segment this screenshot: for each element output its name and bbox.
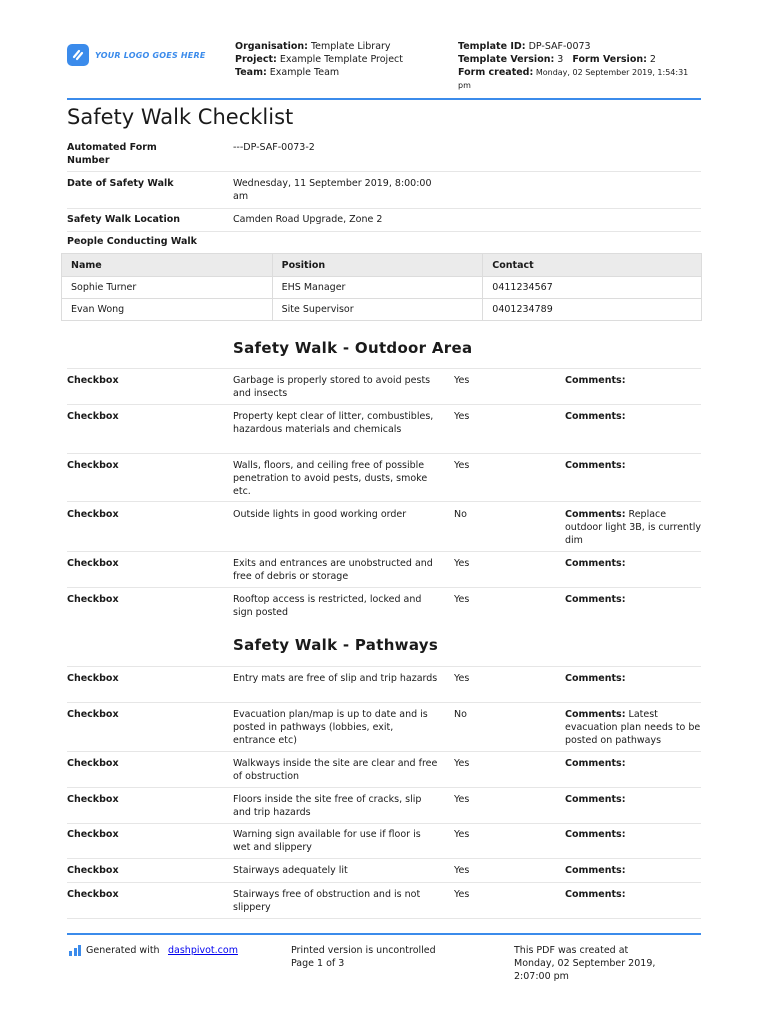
logo-text: YOUR LOGO GOES HERE — [95, 50, 206, 60]
checklist-item-text: Stairways adequately lit — [233, 865, 348, 876]
checkbox-label: Checkbox — [67, 411, 119, 422]
people-table — [61, 253, 702, 321]
people-label: People Conducting Walk — [67, 236, 197, 247]
checkbox-label: Checkbox — [67, 865, 119, 876]
checklist-answer: Yes — [454, 594, 470, 605]
checklist-item-text: Stairways free of obstruction and is not slippery — [233, 889, 421, 913]
pdf-created-line: 2:07:00 pm — [514, 971, 569, 982]
page-title: Safety Walk Checklist — [67, 105, 294, 129]
checklist-comment: Comments: — [565, 673, 626, 684]
checklist-answer: Yes — [454, 558, 470, 569]
checkbox-label: Checkbox — [67, 829, 119, 840]
document-header — [67, 40, 701, 98]
field-row-form-number — [67, 141, 701, 172]
table-cell: 0401234789 — [483, 299, 702, 321]
table-cell: 0411234567 — [483, 277, 702, 299]
checklist-item-text: Rooftop access is restricted, locked and sign posted — [233, 594, 422, 618]
table-cell: EHS Manager — [272, 277, 483, 299]
checklist-comment: Comments: — [565, 460, 626, 471]
form-created-value: Monday, 02 September 2019, 1:54:31 — [533, 68, 689, 77]
header-meta-template: Template ID: DP-SAF-0073 Template Version: 3 Form Version: 2 Form created: Monday, 02 September 2019, 1:54:31 pm — [458, 40, 708, 92]
form-version-value: 2 — [646, 54, 656, 65]
table-cell: Sophie Turner — [62, 277, 273, 299]
template-version-value: 3 — [554, 54, 564, 65]
header-meta-organisation: Organisation: Template Library Project: Example Template Project Team: Example Team — [235, 41, 403, 78]
header-divider — [67, 98, 701, 100]
checklist-item-text: Entry mats are free of slip and trip hazards — [233, 673, 438, 684]
section-title-pathways: Safety Walk - Pathways — [233, 636, 439, 654]
checklist-answer: Yes — [454, 375, 470, 386]
form-created-value-cont: pm — [458, 81, 471, 90]
pdf-created-line: This PDF was created at — [514, 945, 629, 956]
table-cell: Evan Wong — [62, 299, 273, 321]
checkbox-label: Checkbox — [67, 460, 119, 471]
section-title-outdoor: Safety Walk - Outdoor Area — [233, 339, 473, 357]
field-value: ---DP-SAF-0073-2 — [233, 142, 315, 153]
table-cell: Site Supervisor — [272, 299, 483, 321]
field-value: Wednesday, 11 September 2019, 8:00:00 am — [233, 178, 432, 202]
checklist-answer: Yes — [454, 758, 470, 769]
checklist-answer: Yes — [454, 829, 470, 840]
field-label: Date of Safety Walk — [67, 178, 174, 189]
footer-generated — [69, 944, 160, 957]
checkbox-label: Checkbox — [67, 375, 119, 386]
section-divider — [67, 666, 701, 667]
checklist-comment: Comments: — [565, 889, 626, 900]
section-divider — [67, 368, 701, 369]
checklist-item-text: Walls, floors, and ceiling free of possible penetration to avoid pests, dusts, smoke etc. — [233, 460, 428, 497]
checklist-answer: Yes — [454, 794, 470, 805]
uncontrolled-notice: Printed version is uncontrolled — [291, 945, 436, 956]
project-value: Example Template Project — [276, 54, 403, 65]
checklist-row — [67, 374, 701, 405]
generated-prefix: Generated with — [86, 945, 160, 956]
checklist-row — [67, 410, 701, 454]
dashpivot-link[interactable]: dashpivot.com — [168, 945, 238, 956]
bar-chart-icon — [69, 945, 81, 956]
checklist-item-text: Garbage is properly stored to avoid pests and insects — [233, 375, 431, 399]
page-number: Page 1 of 3 — [291, 958, 345, 969]
checklist-comment: Comments: — [565, 375, 626, 386]
checklist-row — [67, 672, 701, 703]
table-row — [62, 299, 702, 321]
checklist-item-text: Floors inside the site free of cracks, slip and trip hazards — [233, 794, 422, 818]
checklist-row — [67, 888, 701, 919]
checklist-comment: Comments: — [565, 865, 626, 876]
checklist-comment: Comments: Latest evacuation plan needs to be posted on pathways — [565, 709, 701, 746]
checklist-row — [67, 459, 701, 502]
column-header: Position — [272, 254, 483, 277]
checklist-item-text: Warning sign available for use if floor is wet and slippery — [233, 829, 421, 853]
footer-created-info — [514, 944, 704, 983]
checklist-row — [67, 828, 701, 859]
field-label: Safety Walk Location — [67, 214, 181, 225]
checklist-answer: Yes — [454, 411, 470, 422]
checklist-row — [67, 864, 701, 883]
table-header-row — [62, 254, 702, 277]
checklist-item-text: Property kept clear of litter, combustibles, hazardous materials and chemicals — [233, 411, 434, 435]
checkbox-label: Checkbox — [67, 594, 119, 605]
checkbox-label: Checkbox — [67, 558, 119, 569]
checkbox-label: Checkbox — [67, 673, 119, 684]
checkbox-label: Checkbox — [67, 709, 119, 720]
field-row-location — [67, 213, 701, 232]
checklist-answer: No — [454, 509, 467, 520]
checklist-comment: Comments: Replace outdoor light 3B, is currently dim — [565, 509, 701, 546]
company-logo — [67, 44, 205, 66]
checklist-row — [67, 708, 701, 752]
checklist-answer: Yes — [454, 673, 470, 684]
checklist-item-text: Evacuation plan/map is up to date and is posted in pathways (lobbies, exit, entrance etc) — [233, 709, 428, 746]
checkbox-label: Checkbox — [67, 889, 119, 900]
column-header: Name — [62, 254, 273, 277]
checklist-comment: Comments: — [565, 558, 626, 569]
checklist-comment: Comments: — [565, 411, 626, 422]
checklist-comment: Comments: — [565, 794, 626, 805]
checklist-answer: Yes — [454, 889, 470, 900]
checkbox-label: Checkbox — [67, 794, 119, 805]
checklist-item-text: Walkways inside the site are clear and free of obstruction — [233, 758, 438, 782]
checklist-row — [67, 557, 701, 588]
checklist-row — [67, 508, 701, 552]
field-row-date — [67, 177, 701, 209]
logo-icon — [67, 44, 89, 66]
field-value: Camden Road Upgrade, Zone 2 — [233, 214, 383, 225]
checkbox-label: Checkbox — [67, 509, 119, 520]
checklist-answer: Yes — [454, 460, 470, 471]
checklist-answer: Yes — [454, 865, 470, 876]
column-header: Contact — [483, 254, 702, 277]
pdf-created-line: Monday, 02 September 2019, — [514, 958, 656, 969]
organisation-value: Template Library — [307, 41, 391, 52]
checklist-comment: Comments: — [565, 758, 626, 769]
team-value: Example Team — [266, 67, 340, 78]
checklist-comment: Comments: — [565, 829, 626, 840]
table-row — [62, 277, 702, 299]
checklist-answer: No — [454, 709, 467, 720]
checklist-item-text: Outside lights in good working order — [233, 509, 407, 520]
checklist-item-text: Exits and entrances are unobstructed and free of debris or storage — [233, 558, 433, 582]
footer-divider — [67, 933, 701, 935]
checklist-row — [67, 593, 701, 623]
checklist-row — [67, 793, 701, 824]
checkbox-label: Checkbox — [67, 758, 119, 769]
checklist-comment: Comments: — [565, 594, 626, 605]
template-id-value: DP-SAF-0073 — [525, 41, 591, 52]
footer-print-info — [291, 944, 481, 970]
checklist-row — [67, 757, 701, 788]
field-label: Automated Form Number — [67, 142, 157, 166]
